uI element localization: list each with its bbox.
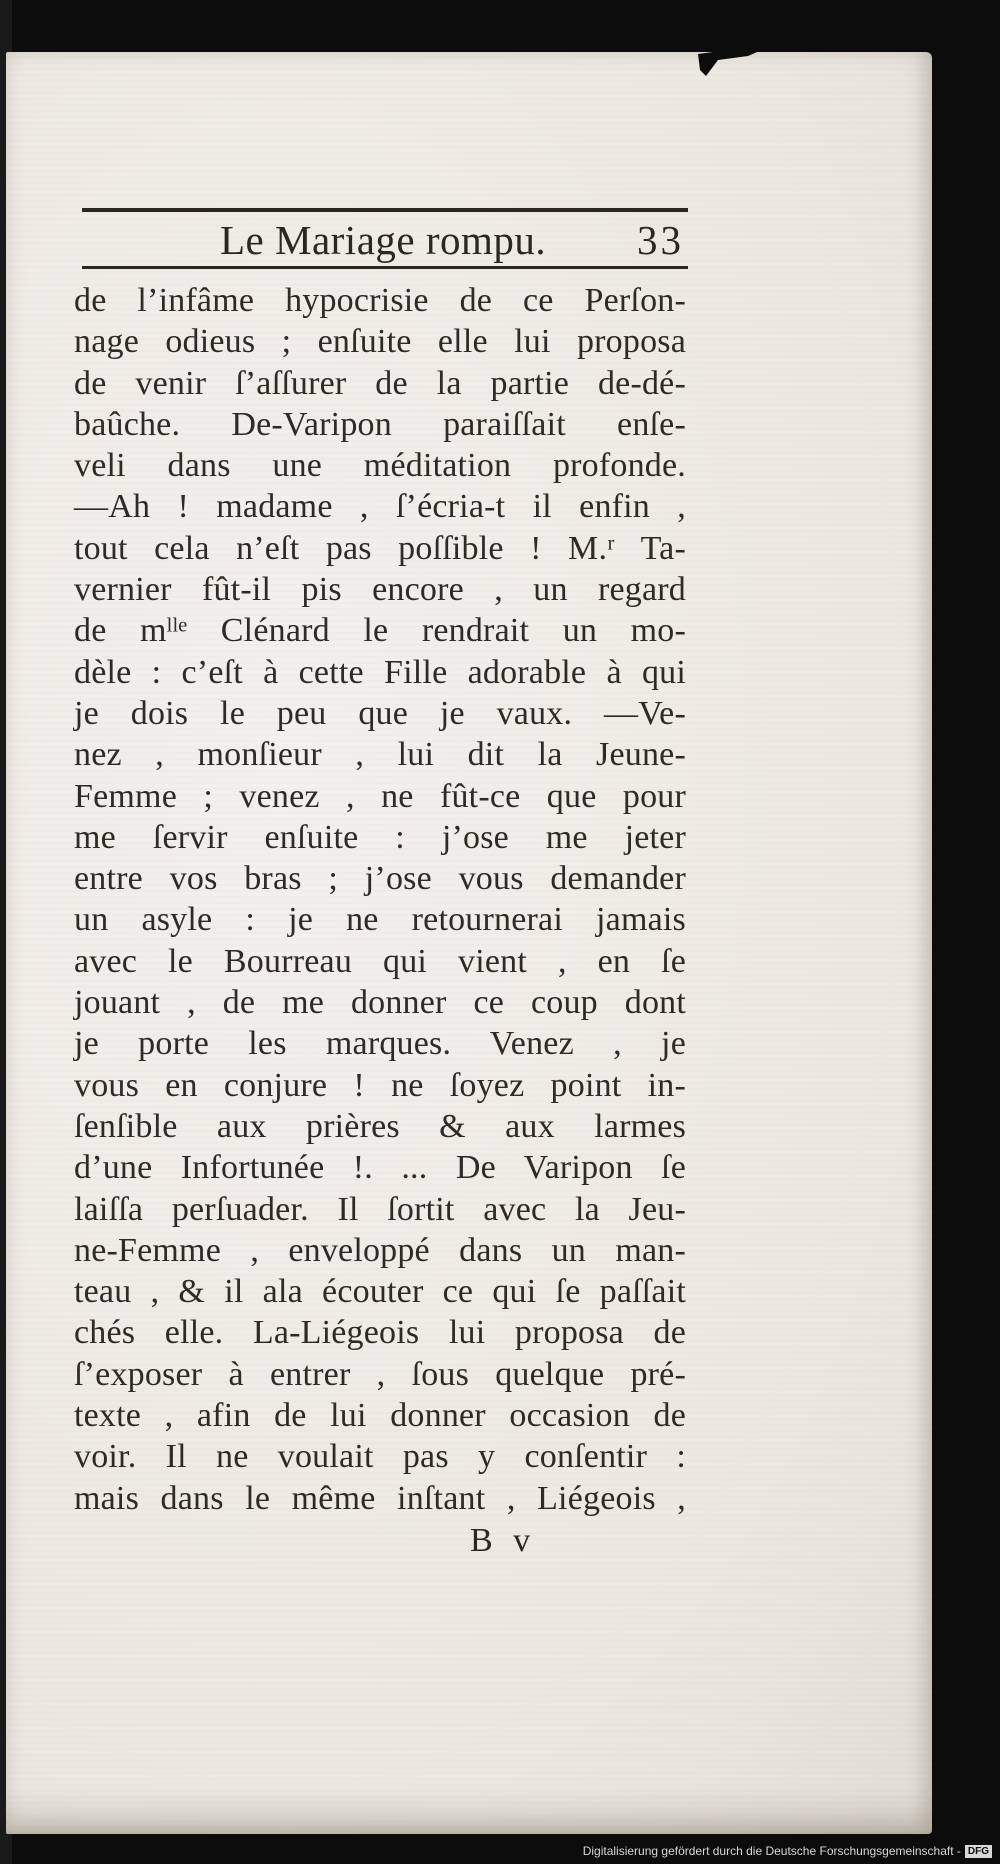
text-line: dèle : c’eſt à cette Fille adorable à qui [74, 653, 686, 691]
text-line: laiſſa perſuader. Il ſortit avec la Jeu- [74, 1190, 686, 1228]
running-head [82, 214, 688, 264]
text-line: de l’infâme hypocrisie de ce Perſon- [74, 282, 686, 319]
text-line: vous en conjure ! ne ſoyez point in- [74, 1066, 686, 1104]
text-line: vernier fût-il pis encore , un regard [74, 571, 686, 609]
dfg-logo: DFG [965, 1845, 992, 1858]
text-line: nez , monſieur , lui dit la Jeune- [74, 736, 686, 774]
text-line: nage odieus ; enſuite elle lui proposa [74, 323, 686, 361]
text-line: je porte les marques. Venez , je [74, 1025, 686, 1063]
page-shadow [6, 1786, 932, 1834]
page-number: 33 [637, 217, 684, 263]
text-line: chés elle. La-Liégeois lui proposa de [74, 1314, 686, 1352]
text-line: d’une Infortunée !. ... De Varipon ſe [74, 1149, 686, 1187]
text-line: voir. Il ne voulait pas y conſentir : [74, 1438, 686, 1476]
digitization-credit [583, 1844, 992, 1858]
text-line: veli dans une méditation profonde. [74, 447, 686, 485]
text-line: ne-Femme , enveloppé dans un man- [74, 1231, 686, 1269]
text-line: Femme ; venez , ne fût-ce que pour [74, 777, 686, 815]
text-line: de venir ſ’aſſurer de la partie de-dé- [74, 364, 686, 402]
text-line: je dois le peu que je vaux. —Ve- [74, 694, 686, 732]
text-line: jouant , de me donner ce coup dont [74, 984, 686, 1022]
text-line: teau , & il ala écouter ce qui ſe paſſait [74, 1273, 686, 1311]
text-line: ſenſible aux prières & aux larmes [74, 1107, 686, 1145]
text-line: entre vos bras ; j’ose vous demander [74, 860, 686, 898]
text-line: tout cela n’eſt pas poſſible ! M.ʳ Ta- [74, 529, 686, 567]
text-line: ſ’exposer à entrer , ſous quelque pré- [74, 1355, 686, 1393]
text-line: de mˡˡᵉ Clénard le rendrait un mo- [74, 612, 686, 650]
text-line: mais dans le même inſtant , Liégeois , [74, 1479, 686, 1517]
text-line: un asyle : je ne retournerai jamais [74, 901, 686, 939]
text-line: avec le Bourreau qui vient , en ſe [74, 942, 686, 980]
text-line: texte , afin de lui donner occasion de [74, 1397, 686, 1435]
header-rule-top [82, 208, 688, 212]
text-line: me ſervir enſuite : j’ose me jeter [74, 818, 686, 856]
running-title: Le Mariage rompu. [220, 217, 547, 263]
signature-mark: B v [470, 1522, 537, 1559]
torn-corner-mark [688, 46, 778, 96]
text-line: —Ah ! madame , ſ’écria-t il enfin , [74, 488, 686, 526]
credit-text: Digitalisierung gefördert durch die Deutsche Forschungsgemeinschaft - [582, 1844, 961, 1858]
text-line: baûche. De-Varipon paraiſſait enſe- [74, 405, 686, 443]
body-text [74, 280, 686, 1519]
header-rule-bottom [82, 266, 688, 269]
